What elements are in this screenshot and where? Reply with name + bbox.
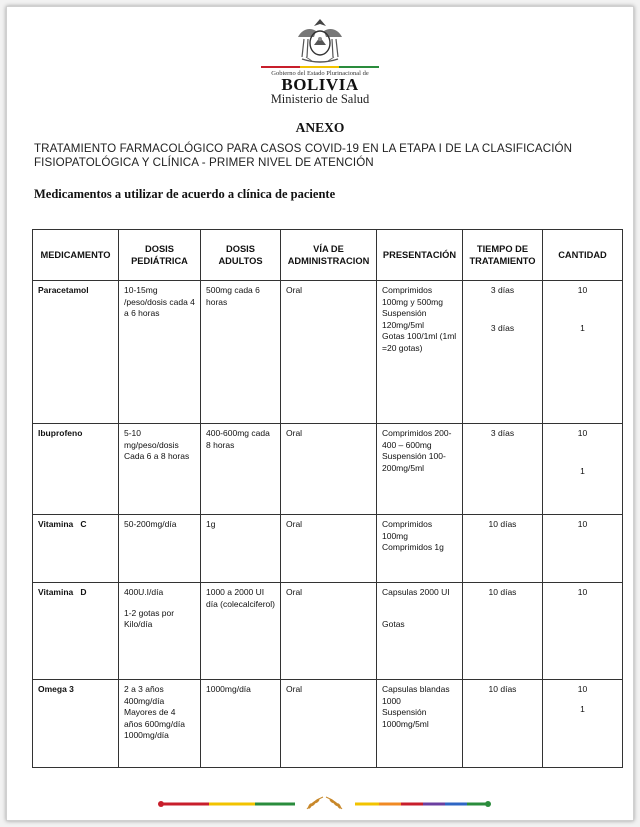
letterhead [7,17,633,106]
column-header: CANTIDAD [543,230,623,281]
medication-name: Vitamina C [33,515,119,583]
medication-name: Ibuprofeno [33,424,119,515]
treatment-time [463,424,543,515]
adult-dose: 500mg cada 6 horas [201,281,281,424]
treatment-time [463,281,543,424]
administration-route: Oral [281,281,377,424]
footer-decoration [157,795,492,813]
coat-of-arms-icon [292,17,348,65]
presentation: Comprimidos 100mg y 500mg Suspensión 120mg/5ml Gotas 100/1ml (1ml =20 gotas) [377,281,463,424]
subtitle-line-1: TRATAMIENTO FARMACOLÓGICO PARA CASOS COVID-19 EN LA ETAPA I DE LA CLASIFICACIÓN [34,142,573,155]
quantity-value: 10 [577,285,588,295]
medication-table [32,229,623,768]
table-row [33,424,623,515]
government-label: Gobierno del Estado Plurinacional de [271,70,369,77]
country-name: BOLIVIA [281,75,359,94]
column-header: TIEMPO DE TRATAMIENTO [463,230,543,281]
pediatric-dose [119,583,201,680]
table-row [33,281,623,424]
treatment-time-value: 10 días [488,684,517,694]
quantity-value: 1 [580,465,585,476]
presentation: Capsulas blandas 1000 Suspensión 1000mg/5ml [377,680,463,768]
quantity [543,515,623,583]
medication-name: Vitamina D [33,583,119,680]
administration-route: Oral [281,424,377,515]
wheat-icon [307,797,342,809]
footer-orange-band [379,803,401,806]
adult-dose: 1g [201,515,281,583]
treatment-time [463,583,543,680]
administration-route: Oral [281,680,377,768]
presentation [377,583,463,680]
treatment-time [463,680,543,768]
presentation-value: Gotas [382,618,405,629]
treatment-time-value: 10 días [488,519,517,529]
quantity-value: 10 [577,587,588,597]
quantity [543,424,623,515]
administration-route: Oral [281,515,377,583]
column-header: DOSIS PEDIÁTRICA [119,230,201,281]
annex-title: ANEXO [295,120,345,135]
ministry-name: Ministerio de Salud [270,92,370,106]
column-header: MEDICAMENTO [33,230,119,281]
quantity [543,680,623,768]
treatment-time-value: 3 días [490,285,515,295]
pediatric-dose: 5-10 mg/peso/dosis Cada 6 a 8 horas [119,424,201,515]
pediatric-dose-value: 400U.I/día [124,587,164,597]
footer-yellow-band-right [355,803,379,806]
pediatric-dose: 10-15mg /peso/dosis cada 4 a 6 horas [119,281,201,424]
pediatric-dose: 2 a 3 años 400mg/día Mayores de 4 años 600mg/día 1000mg/día [119,680,201,768]
treatment-time [463,515,543,583]
pediatric-dose: 50-200mg/día [119,515,201,583]
table-row [33,515,623,583]
medication-name: Paracetamol [33,281,119,424]
footer-green-band-right [467,803,487,806]
pediatric-dose-value: 1-2 gotas por Kilo/día [124,607,175,629]
table-row [33,680,623,768]
presentation: Comprimidos 200-400 – 600mg Suspensión 100-200mg/5ml [377,424,463,515]
footer-blue-band [445,803,467,806]
administration-route: Oral [281,583,377,680]
document-subtitle [34,142,624,170]
quantity-value: 10 [577,519,588,529]
quantity-value: 1 [580,322,585,333]
footer-yellow-band [209,803,255,806]
section-heading: Medicamentos a utilizar de acuerdo a clínica de paciente [34,187,336,201]
treatment-time-value: 3 días [490,428,515,438]
flag-stripe [261,66,379,68]
footer-green-band [255,803,295,806]
table-row [33,583,623,680]
presentation-value: Capsulas 2000 UI [382,587,450,597]
quantity-value: 10 [577,684,588,694]
presentation: Comprimidos 100mg Comprimidos 1g [377,515,463,583]
quantity-value: 10 [577,428,588,438]
treatment-time-value: 10 días [488,587,517,597]
document-page [6,6,634,821]
adult-dose: 1000mg/día [201,680,281,768]
medication-name: Omega 3 [33,680,119,768]
footer-purple-band [423,803,445,806]
quantity [543,281,623,424]
subtitle-line-2: FISIOPATOLÓGICA Y CLÍNICA - PRIMER NIVEL DE ATENCIÓN [34,156,374,169]
adult-dose: 1000 a 2000 UI día (colecalciferol) [201,583,281,680]
treatment-time-value: 3 días [490,322,515,333]
adult-dose: 400-600mg cada 8 horas [201,424,281,515]
footer-red-band-right [401,803,423,806]
quantity [543,583,623,680]
column-header: VÍA DE ADMINISTRACION [281,230,377,281]
table-header-row [33,230,623,281]
column-header: PRESENTACIÓN [377,230,463,281]
column-header: DOSIS ADULTOS [201,230,281,281]
footer-dot-right [485,801,491,807]
quantity-value: 1 [580,703,585,714]
footer-red-band [163,803,209,806]
